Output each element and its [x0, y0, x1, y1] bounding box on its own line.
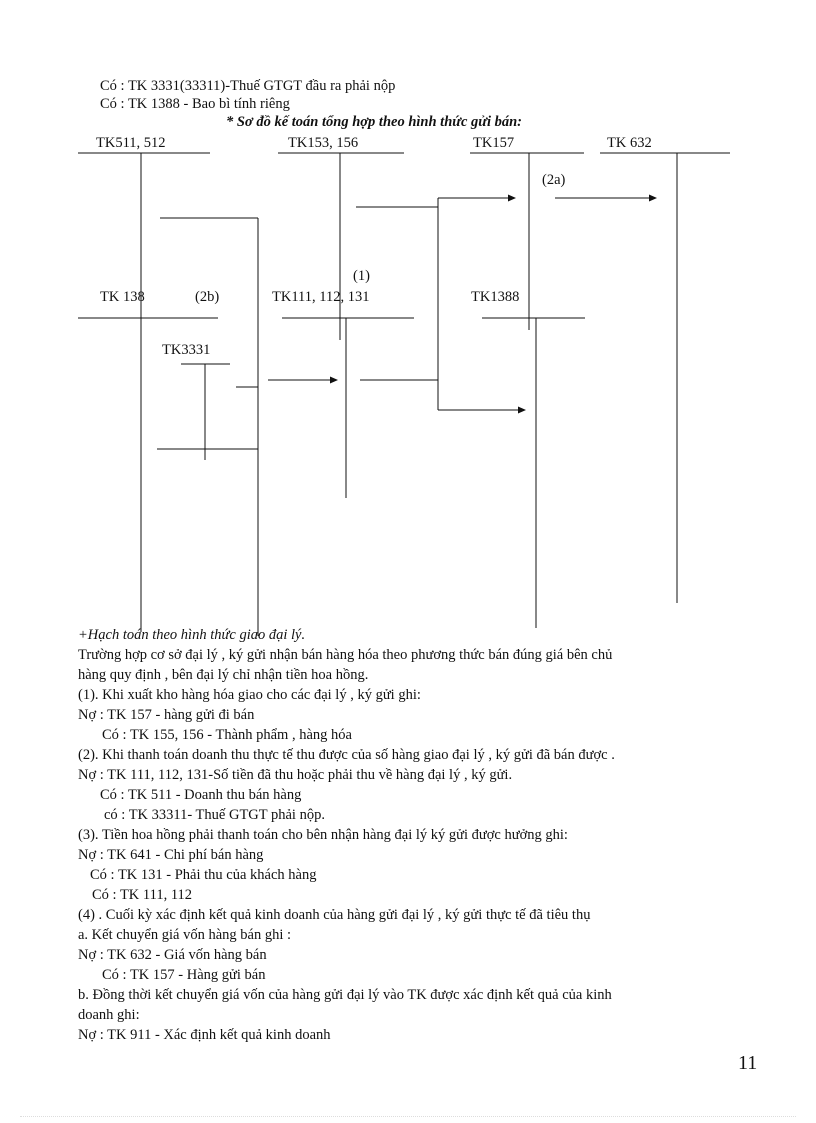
diagram-title: * Sơ đồ kế toán tổng hợp theo hình thức gửi bán: — [226, 114, 523, 130]
body-line-4: Nợ : TK 157 - hàng gửi đi bán — [78, 707, 255, 723]
account-tk1388: TK1388 — [471, 289, 520, 305]
marker-2b: (2b) — [195, 289, 220, 305]
account-tk138: TK 138 — [100, 289, 145, 305]
account-tk632: TK 632 — [607, 135, 652, 151]
body-line-5: Có : TK 155, 156 - Thành phẩm , hàng hóa — [102, 727, 352, 743]
account-tk3331: TK3331 — [162, 342, 211, 358]
body-line-2: hàng quy định , bên đại lý chỉ nhận tiền hoa hồng. — [78, 667, 369, 683]
body-line-19: doanh ghi: — [78, 1007, 140, 1023]
body-line-14: (4) . Cuối kỳ xác định kết quả kinh doanh của hàng gửi đại lý , ký gửi thực tế đã tiêu thụ — [78, 907, 591, 923]
footer-divider — [20, 1116, 796, 1117]
section-heading: +Hạch toán theo hình thức giao đại lý. — [78, 627, 306, 643]
body-line-12: Có : TK 131 - Phải thu của khách hàng — [90, 867, 317, 883]
account-tk153: TK153, 156 — [288, 135, 359, 151]
page-number: 11 — [738, 1052, 758, 1074]
body-line-17: Có : TK 157 - Hàng gửi bán — [102, 967, 266, 983]
body-line-16: Nợ : TK 632 - Giá vốn hàng bán — [78, 947, 267, 963]
body-line-20: Nợ : TK 911 - Xác định kết quả kinh doanh — [78, 1027, 331, 1043]
account-tk157: TK157 — [473, 135, 515, 151]
marker-2a: (2a) — [542, 172, 566, 188]
marker-1: (1) — [353, 268, 370, 284]
body-line-8: Có : TK 511 - Doanh thu bán hàng — [100, 787, 302, 803]
header-line-2: Có : TK 1388 - Bao bì tính riêng — [100, 96, 290, 112]
body-line-9: có : TK 33311- Thuế GTGT phải nộp. — [104, 807, 325, 823]
body-line-11: Nợ : TK 641 - Chi phí bán hàng — [78, 847, 264, 863]
body-line-1: Trường hợp cơ sở đại lý , ký gửi nhận bán hàng hóa theo phương thức bán đúng giá bên chủ — [78, 647, 613, 663]
body-line-7: Nợ : TK 111, 112, 131-Số tiền đã thu hoặc phải thu về hàng đại lý , ký gửi. — [78, 767, 513, 783]
account-tk511: TK511, 512 — [96, 135, 166, 151]
account-tk111: TK111, 112, 131 — [272, 289, 370, 305]
body-line-18: b. Đồng thời kết chuyển giá vốn của hàng gửi đại lý vào TK được xác định kết quả của kinh — [78, 987, 612, 1003]
body-line-3: (1). Khi xuất kho hàng hóa giao cho các đại lý , ký gửi ghi: — [78, 687, 421, 703]
body-line-10: (3). Tiền hoa hồng phải thanh toán cho bên nhận hàng đại lý ký gửi được hưởng ghi: — [78, 827, 568, 843]
header-line-1: Có : TK 3331(33311)-Thuế GTGT đầu ra phải nộp — [100, 78, 396, 94]
body-line-6: (2). Khi thanh toán doanh thu thực tế thu được của số hàng giao đại lý , ký gửi đã bán được . — [78, 747, 615, 763]
body-line-13: Có : TK 111, 112 — [92, 887, 193, 903]
body-line-15: a. Kết chuyển giá vốn hàng bán ghi : — [78, 927, 292, 943]
